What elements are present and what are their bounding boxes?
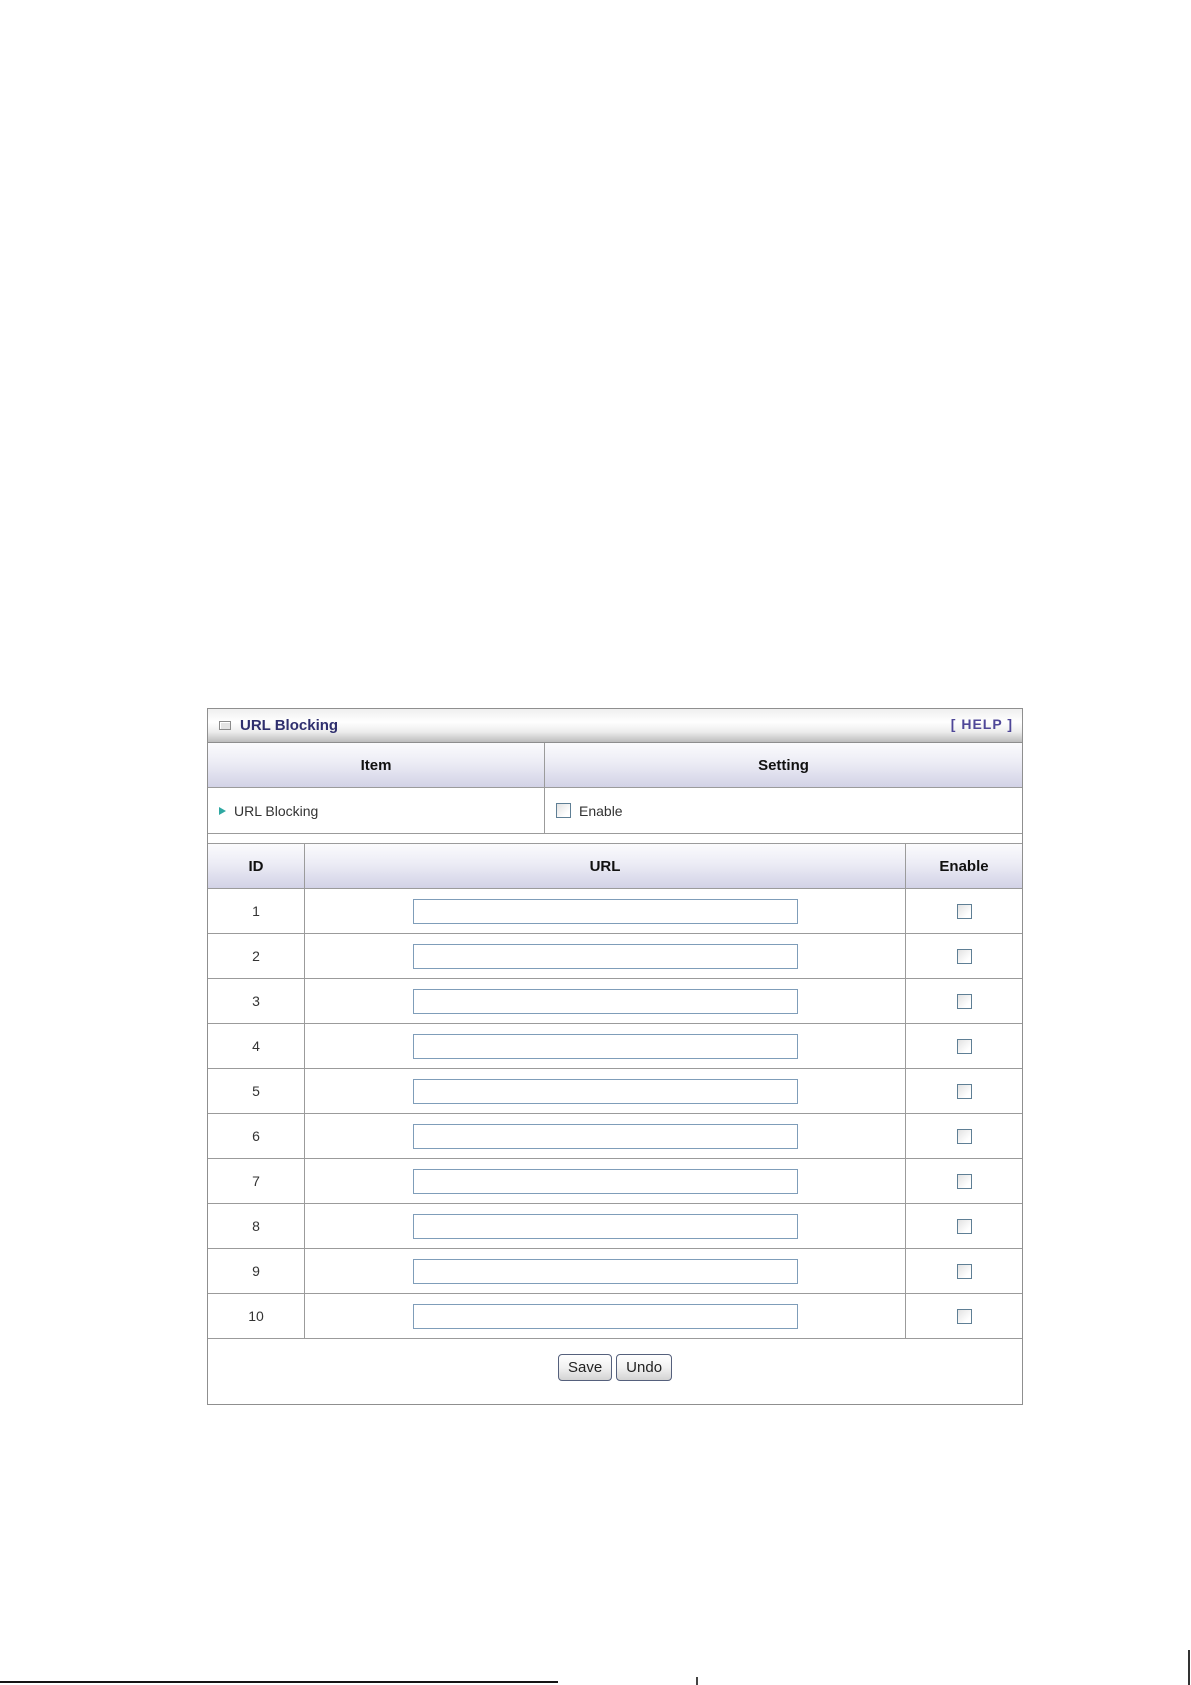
- url-row-1: [208, 888, 1022, 933]
- url-blocking-panel: [207, 708, 1023, 1405]
- url-enable-checkbox-6[interactable]: [957, 1129, 972, 1144]
- url-row-id: 3: [252, 993, 260, 1009]
- setting-item-label: URL Blocking: [234, 802, 319, 819]
- table-separator: [208, 833, 1022, 844]
- url-input-10[interactable]: [413, 1304, 798, 1329]
- bullet-arrow-icon: [219, 807, 226, 815]
- url-input-1[interactable]: [413, 899, 798, 924]
- url-list-header-row: [208, 844, 1022, 888]
- settings-table: [208, 743, 1022, 833]
- url-enable-checkbox-8[interactable]: [957, 1219, 972, 1234]
- url-row-9: [208, 1248, 1022, 1293]
- page-bottom-tick: [696, 1677, 698, 1685]
- url-row-id: 6: [252, 1128, 260, 1144]
- url-row-2: [208, 933, 1022, 978]
- column-header-enable: Enable: [905, 844, 1022, 888]
- column-header-url: URL: [304, 844, 905, 888]
- url-row-7: [208, 1158, 1022, 1203]
- url-input-5[interactable]: [413, 1079, 798, 1104]
- url-row-5: [208, 1068, 1022, 1113]
- url-enable-checkbox-5[interactable]: [957, 1084, 972, 1099]
- url-enable-checkbox-9[interactable]: [957, 1264, 972, 1279]
- setting-value-cell: [544, 788, 1022, 833]
- url-row-8: [208, 1203, 1022, 1248]
- url-enable-checkbox-1[interactable]: [957, 904, 972, 919]
- url-input-9[interactable]: [413, 1259, 798, 1284]
- url-input-8[interactable]: [413, 1214, 798, 1239]
- panel-title-bar: [208, 709, 1022, 743]
- url-row-id: 5: [252, 1083, 260, 1099]
- url-row-id: 2: [252, 948, 260, 964]
- undo-button[interactable]: Undo: [616, 1354, 672, 1381]
- url-list-table: [208, 844, 1022, 1338]
- url-enable-checkbox-10[interactable]: [957, 1309, 972, 1324]
- panel-square-icon: [219, 721, 231, 730]
- url-input-6[interactable]: [413, 1124, 798, 1149]
- page-title: URL Blocking: [240, 717, 339, 734]
- column-header-id: ID: [208, 844, 304, 888]
- url-row-4: [208, 1023, 1022, 1068]
- url-row-6: [208, 1113, 1022, 1158]
- url-row-id: 4: [252, 1038, 260, 1054]
- url-row-id: 7: [252, 1173, 260, 1189]
- column-header-setting: Setting: [544, 743, 1022, 787]
- column-header-item: Item: [208, 743, 544, 787]
- url-input-4[interactable]: [413, 1034, 798, 1059]
- action-button-row: [208, 1338, 1022, 1404]
- url-row-id: 10: [248, 1308, 264, 1324]
- page-right-edge-mark: [1188, 1650, 1190, 1685]
- url-enable-checkbox-2[interactable]: [957, 949, 972, 964]
- url-blocking-enable-label: Enable: [579, 802, 623, 819]
- url-enable-checkbox-4[interactable]: [957, 1039, 972, 1054]
- url-row-id: 9: [252, 1263, 260, 1279]
- url-input-2[interactable]: [413, 944, 798, 969]
- page-bottom-rule: [0, 1681, 558, 1683]
- url-enable-checkbox-3[interactable]: [957, 994, 972, 1009]
- settings-header-row: [208, 743, 1022, 787]
- url-row-10: [208, 1293, 1022, 1338]
- help-link[interactable]: [ HELP ]: [950, 716, 1013, 732]
- url-row-3: [208, 978, 1022, 1023]
- url-input-7[interactable]: [413, 1169, 798, 1194]
- url-row-id: 8: [252, 1218, 260, 1234]
- save-button[interactable]: Save: [558, 1354, 612, 1381]
- url-input-3[interactable]: [413, 989, 798, 1014]
- url-blocking-setting-row: [208, 787, 1022, 833]
- url-row-id: 1: [252, 903, 260, 919]
- url-enable-checkbox-7[interactable]: [957, 1174, 972, 1189]
- url-blocking-enable-checkbox[interactable]: [556, 803, 571, 818]
- setting-item-cell: [208, 788, 544, 833]
